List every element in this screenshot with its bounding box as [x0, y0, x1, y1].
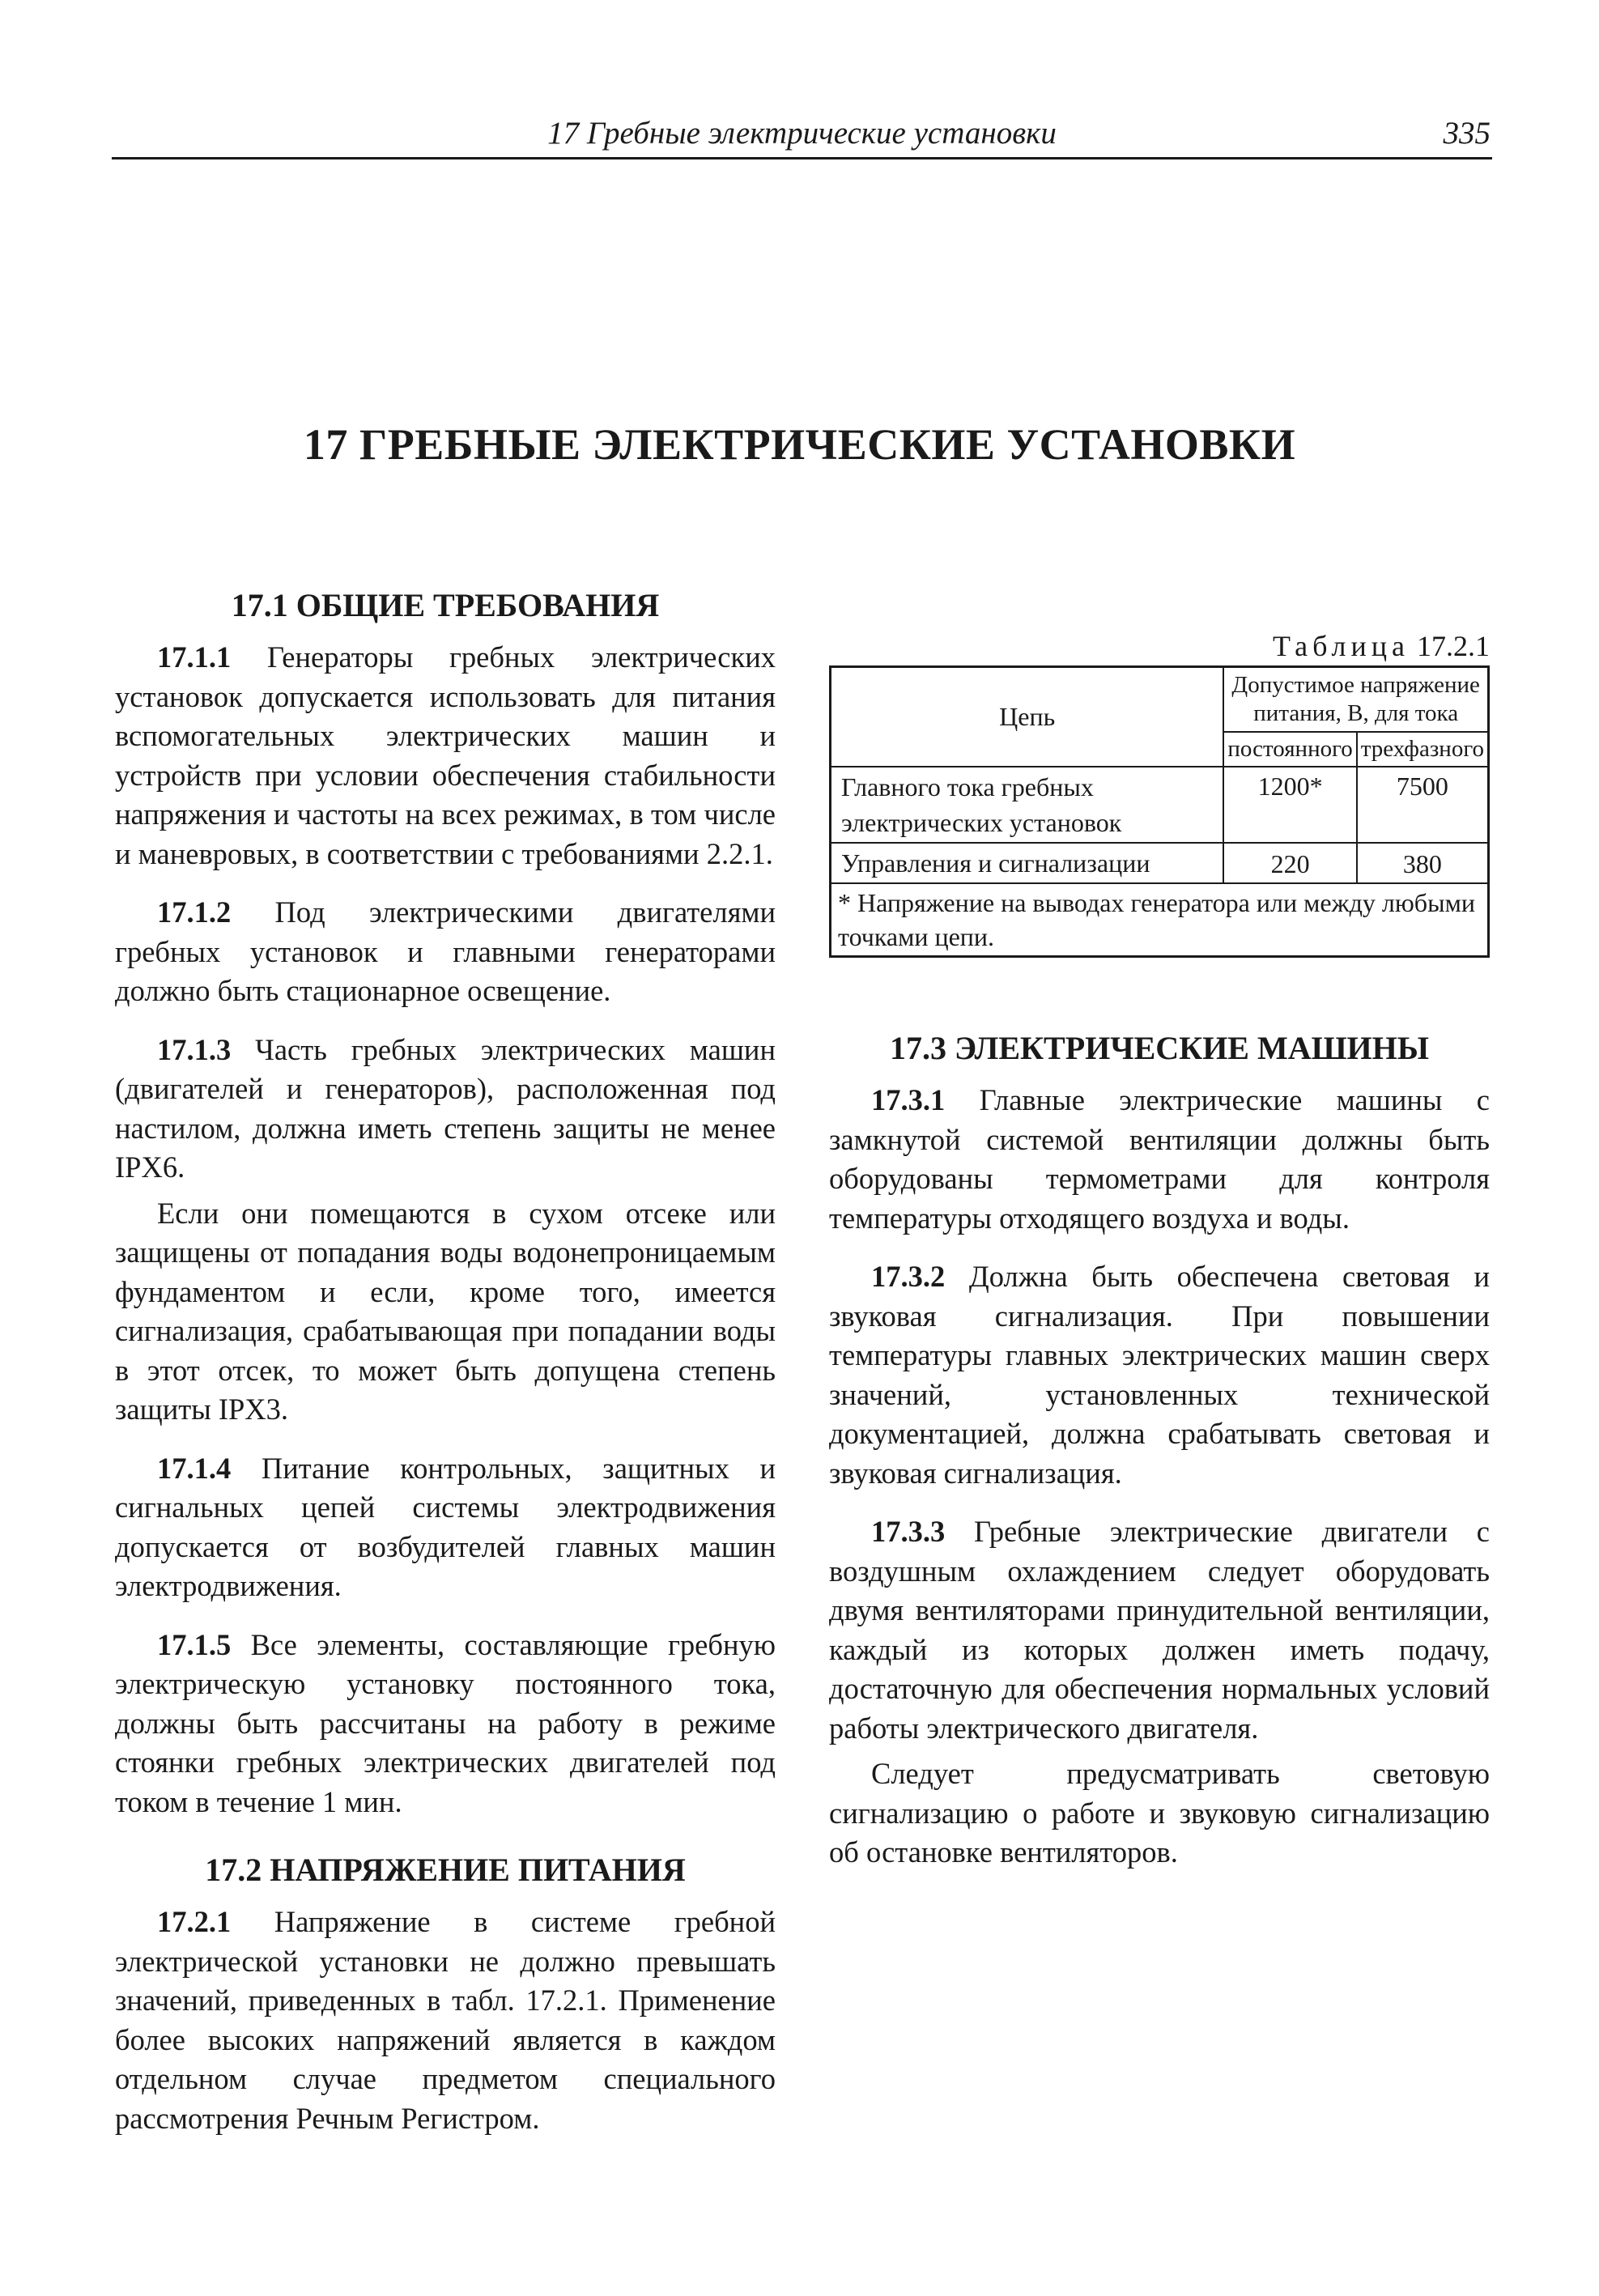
clause-number: 17.1.3: [157, 1032, 232, 1066]
clause-number: 17.3.3: [871, 1515, 946, 1548]
clause-17-3-2: [829, 1257, 1490, 1493]
table-footnote: * Напряжение на выводах генератора или между любыми точками цепи.: [831, 883, 1489, 957]
clause-text: Должна быть обеспечена световая и звуковая сигнализация. При повышении температуры главных электрических машин сверх значений, установленных технической документацией, должна срабатывать световая и звуковая сигнализация.: [829, 1260, 1490, 1490]
clause-17-1-1: [115, 638, 776, 874]
table-header-circuit: Цепь: [831, 667, 1224, 767]
table-row: [831, 843, 1489, 883]
left-column: [115, 585, 776, 2138]
clause-number: 17.1.2: [157, 895, 232, 929]
table-header-ac3: трехфазного: [1357, 732, 1489, 767]
clause-text: Под электрическими двигателями гребных установок и главными генераторами должно быть стационарное освещение.: [115, 895, 776, 1007]
table-header-row: [831, 667, 1489, 733]
clause-number: 17.3.2: [871, 1260, 946, 1293]
table-cell-ac3: 380: [1357, 843, 1489, 883]
section-heading-17-3: 17.3 ЭЛЕКТРИЧЕСКИЕ МАШИНЫ: [889, 1030, 1430, 1066]
clause-17-3-1: [829, 1081, 1490, 1238]
table-cell-circuit: Управления и сигнализации: [831, 843, 1224, 883]
table-caption-word: Таблица: [1273, 630, 1410, 662]
clause-text: Генераторы гребных электрических установок допускается использовать для питания вспомогательных электрических машин и устройств при условии обеспечения стабильности напряжения и частоты на всех режимах, в том числе и маневровых, в соответствии с требованиями 2.2.1.: [115, 640, 776, 870]
clause-17-3-3: [829, 1512, 1490, 1748]
table-cell-dc: 1200*: [1223, 767, 1356, 843]
table-row: [831, 767, 1489, 843]
clause-17-1-3-continued: Если они помещаются в сухом отсеке или защищены от попадания воды водонепроницаемым фундаментом и если, кроме того, имеется сигнализация, срабатывающая при попадании воды в этот отсек, то может быть допущена степень защиты IPX3.: [115, 1196, 776, 1426]
clause-number: 17.1.5: [157, 1627, 232, 1661]
clause-17-3-3-continued: Следует предусматривать световую сигнализацию о работе и звуковую сигнализацию об остановке вентиляторов.: [829, 1757, 1490, 1869]
section-heading-17-2: 17.2 НАПРЯЖЕНИЕ ПИТАНИЯ: [205, 1852, 686, 1888]
table-cell-ac3: 7500: [1357, 767, 1489, 843]
running-title: 17 Гребные электрические установки: [547, 116, 1057, 151]
table-cell-circuit: Главного тока гребных электрических установок: [831, 767, 1224, 843]
right-column: [829, 585, 1490, 1892]
clause-text: Питание контрольных, защитных и сигнальных цепей системы электродвижения допускается от возбудителей главных машин электродвижения.: [115, 1451, 776, 1602]
clause-17-1-5: [115, 1626, 776, 1822]
section-heading-17-1: 17.1 ОБЩИЕ ТРЕБОВАНИЯ: [231, 587, 660, 623]
clause-17-1-3: [115, 1031, 776, 1188]
clause-text: Часть гребных электрических машин (двигателей и генераторов), расположенная под настилом, должна иметь степень защиты не менее IPX6.: [115, 1032, 776, 1184]
table-header-voltage: Допустимое напряжение питания, В, для тока: [1223, 667, 1488, 733]
clause-17-1-2: [115, 893, 776, 1011]
table-cell-dc: 220: [1223, 843, 1356, 883]
table-footnote-row: [831, 883, 1489, 957]
clause-number: 17.1.4: [157, 1451, 232, 1485]
chapter-title: 17 ГРЕБНЫЕ ЭЛЕКТРИЧЕСКИЕ УСТАНОВКИ: [303, 420, 1296, 469]
table-caption: [829, 628, 1490, 664]
clause-text: Напряжение в системе гребной электрической установки не должно превышать значений, приведенных в табл. 17.2.1. Применение более высоких напряжений является в каждом отдельном случае предметом специального рассмотрения Речным Регистром.: [115, 1905, 776, 2135]
clause-number: 17.2.1: [157, 1905, 232, 1938]
clause-17-2-1: [115, 1903, 776, 2138]
clause-number: 17.1.1: [157, 640, 232, 674]
clause-17-1-4: [115, 1449, 776, 1606]
column-continuation-spacer: [829, 585, 1490, 625]
table-spacer: [829, 958, 1490, 1027]
clause-text: Главные электрические машины с замкнутой системой вентиляции должны быть оборудованы термометрами для контроля температуры отходящего воздуха и воды.: [829, 1083, 1490, 1235]
page-number: 335: [1443, 116, 1491, 151]
clause-number: 17.3.1: [871, 1083, 946, 1116]
table-caption-number: 17.2.1: [1417, 630, 1490, 662]
table-header-dc: постоянного: [1223, 732, 1356, 767]
voltage-table: [829, 665, 1490, 958]
page-header: [112, 112, 1492, 159]
clause-text: Гребные электрические двигатели с воздушным охлаждением следует оборудовать двумя вентиляторами принудительной вентиляции, каждый из которых должен иметь подачу, достаточную для обеспечения нормальных условий работы электрического двигателя.: [829, 1515, 1490, 1745]
clause-text: Все элементы, составляющие гребную электрическую установку постоянного тока, должны быть рассчитаны на работу в режиме стоянки гребных электрических двигателей под током в течение 1 мин.: [115, 1627, 776, 1818]
